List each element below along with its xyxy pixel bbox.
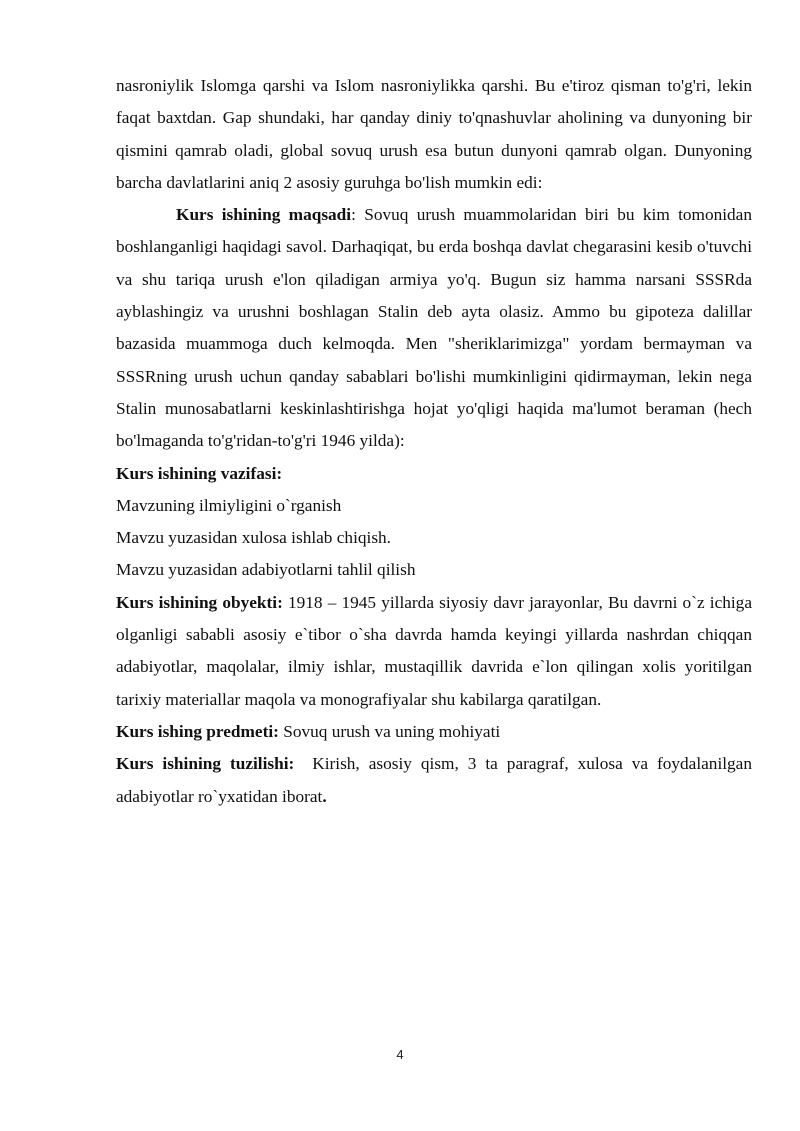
structure-label: Kurs ishining tuzilishi: (116, 754, 295, 774)
page-number: 4 (396, 1047, 404, 1062)
structure-paragraph (116, 748, 757, 813)
object-text: 1918 – 1945 yillarda siyosiy davr jarayonlar, Bu davrni o`z ichiga olganligi sababli asosiy e`tibor o`sha davrda hamda keyingi yillarda nashrdan chiqqan adabiyotlar, maqolalar, ilmiy ishlar, mustaqillik davrida e`lon qilingan xolis yoritilgan tarixiy materiallar maqola va monografiyalar shu kabilarga qaratilgan. (116, 592, 752, 709)
tasks-heading: Kurs ishining vazifasi: (116, 463, 283, 483)
task-item-2: Mavzu yuzasidan xulosa ishlab chiqish. (116, 528, 392, 548)
goal-text: : Sovuq urush muammolaridan biri bu kim tomonidan boshlanganligi haqidagi savol. Darhaqiqat, bu erda boshqa davlat chegarasini kesib o'tuvchi va shu tariqa urush e'lon qiladigan armiya yo'q. Bugun siz hamma narsani SSSRda ayblashingiz va urushni boshlagan Stalin deb ayta olasiz. Ammo bu gipoteza dalillar bazasida muammoga duch kelmoqda. Men "sheriklarimizga" yordam bermayman va SSSRning urush uchun qanday sabablari bo'lishi mumkinligini qidirmayman, lekin nega Stalin munosabatlarni keskinlashtirishga hojat yo'qligi haqida ma'lumot beraman (hech bo'lmaganda to'g'ridan-to'g'ri 1946 yilda): (116, 205, 752, 451)
subject-label: Kurs ishing predmeti: (116, 721, 279, 741)
goal-paragraph (116, 199, 752, 457)
goal-label: Kurs ishining maqsadi (176, 205, 352, 225)
structure-end-mark: . (322, 786, 327, 806)
structure-text: Kirish, asosiy qism, 3 ta paragraf, xulosa va foydalanilgan adabiyotlar ro`yxatidan iborat (116, 754, 757, 806)
task-item-1: Mavzuning ilmiyligini o`rganish (116, 495, 342, 515)
subject-paragraph (116, 716, 752, 748)
object-paragraph (116, 587, 752, 716)
intro-paragraph: nasroniylik Islomga qarshi va Islom nasroniylikka qarshi. Bu e'tiroz qisman to'g'ri, lekin faqat baxtdan. Gap shundaki, har qanday diniy to'qnashuvlar aholining va dunyoning bir qismini qamrab oladi, global sovuq urush esa butun dunyoni qamrab olgan. Dunyoning barcha davlatlarini aniq 2 asosiy guruhga bo'lish mumkin edi: (116, 76, 752, 192)
object-label: Kurs ishining obyekti: (116, 592, 283, 612)
task-item-3: Mavzu yuzasidan adabiyotlarni tahlil qilish (116, 560, 416, 580)
subject-text: Sovuq urush va uning mohiyati (278, 721, 501, 741)
document-body (116, 70, 757, 813)
